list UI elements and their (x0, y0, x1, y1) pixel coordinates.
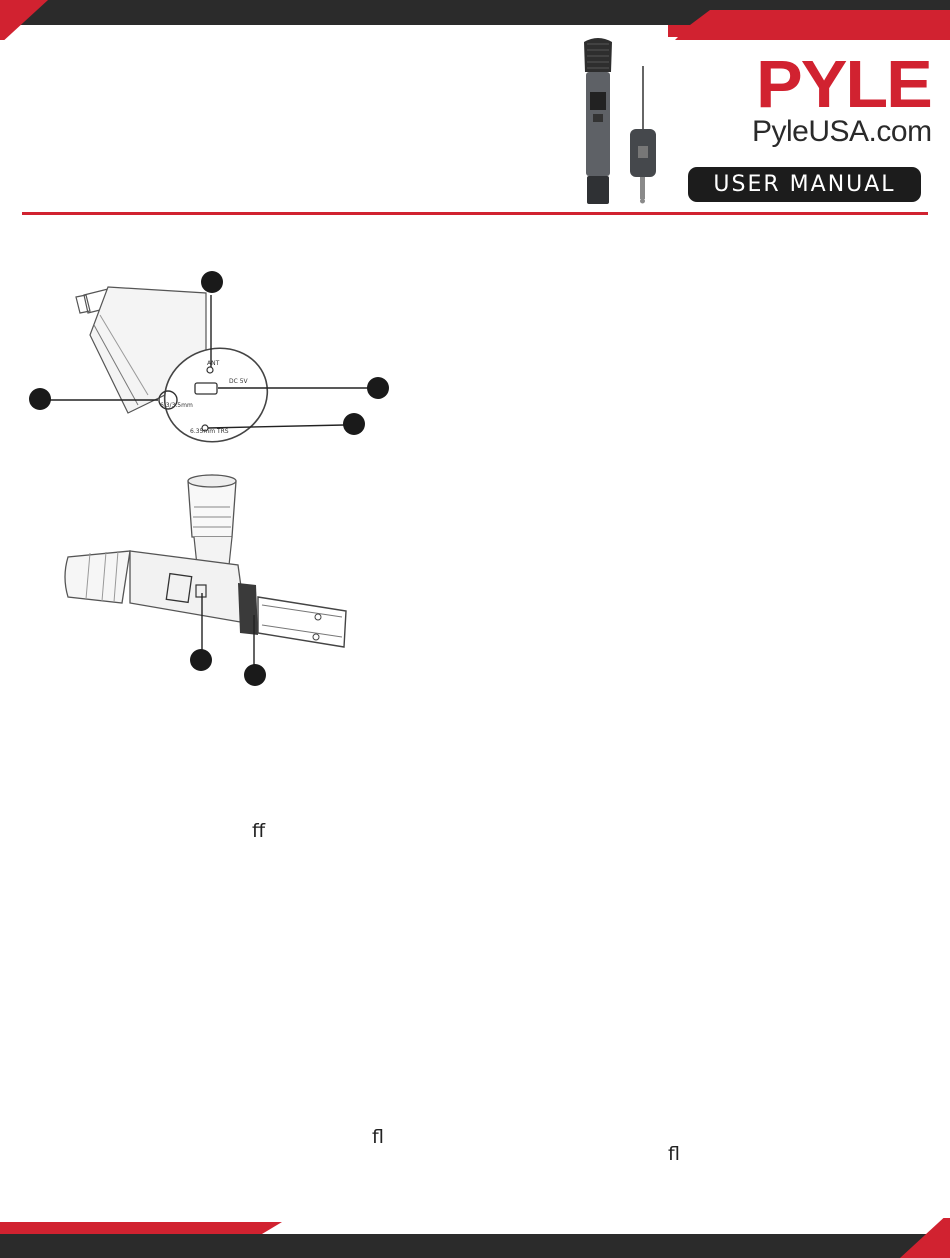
trs-label: 6.35mm TRS (190, 428, 229, 435)
callout-marker (367, 377, 389, 399)
user-manual-badge: USER MANUAL (688, 167, 921, 202)
bottom-band (0, 1218, 950, 1258)
ligature-glyph: fl (668, 1143, 680, 1165)
callout-marker (343, 413, 365, 435)
product-photo (578, 34, 663, 212)
brand-logo: PYLE (756, 46, 931, 122)
header-divider (22, 212, 928, 215)
microphone-diagram (60, 465, 370, 665)
top-band-red-strip (668, 25, 950, 37)
callout-marker (190, 649, 212, 671)
callout-marker (29, 388, 51, 410)
ligature-glyph: fl (372, 1126, 384, 1148)
jack-label: 6.3/3.5mm (160, 402, 193, 409)
dc-label: DC 5V (229, 378, 248, 385)
callout-marker (244, 664, 266, 686)
ant-label: ANT (207, 360, 220, 367)
ligature-glyph: ff (252, 820, 266, 842)
callout-marker (201, 271, 223, 293)
website-text: PyleUSA.com (752, 115, 932, 148)
